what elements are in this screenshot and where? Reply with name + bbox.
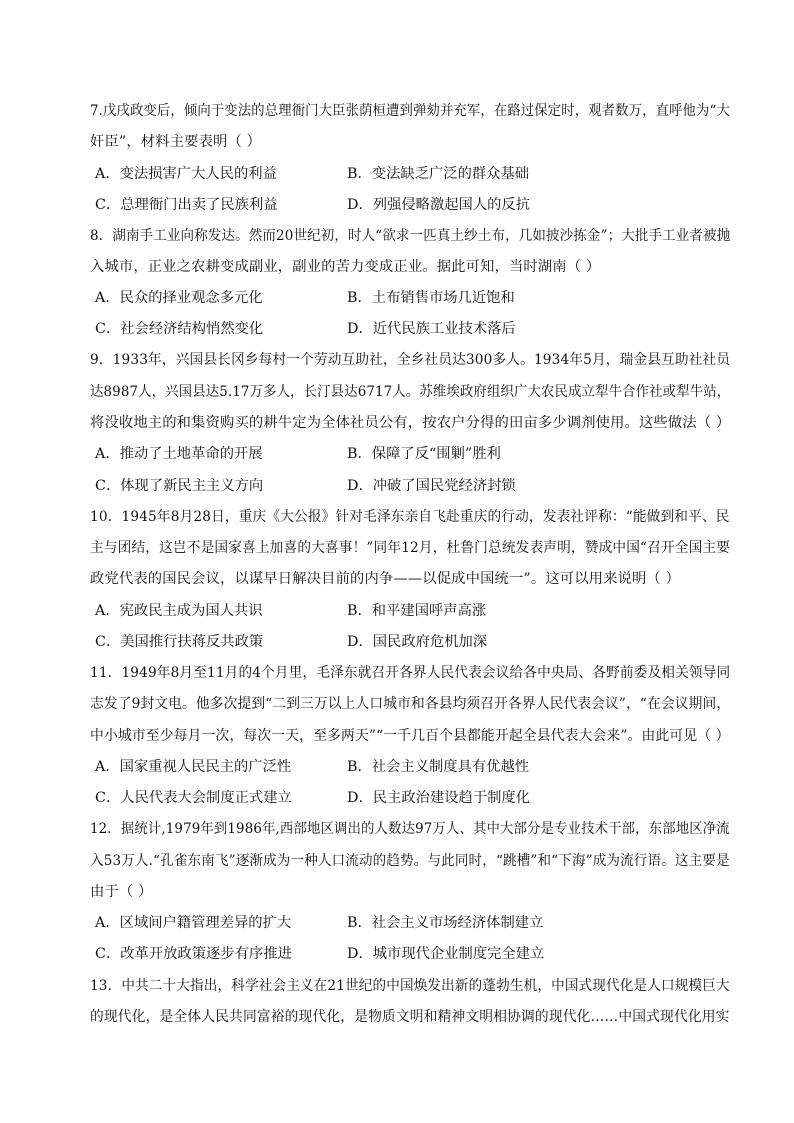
question-7-option-b: B．变法缺乏广泛的群众基础	[347, 166, 530, 182]
question-12-option-a: A．区域间户籍管理差异的扩大	[95, 915, 292, 931]
question-8-line-2: 入城市，正业之农耕变成副业，副业的苦力变成正业。据此可知，当时湖南（ ）	[90, 259, 601, 275]
question-7-option-d: D．列强侵略激起国人的反抗	[347, 197, 531, 213]
question-9-option-d: D．冲破了国民党经济封锁	[347, 478, 516, 494]
question-10-option-b: B．和平建国呼声高涨	[347, 603, 487, 619]
question-12-option-c: C．改革开放政策逐步有序推进	[95, 946, 292, 962]
question-9-line-2: 达8987人，兴国县达5.17万多人，长汀县达6717人。苏维埃政府组织广大农民成立犁牛合作社或犁牛站，	[90, 384, 731, 400]
question-9-line-3: 将没收地主的和集资购买的耕牛定为全体社员公有，按农户分得的田亩多少调剂使用。这些做法（ ）	[90, 415, 731, 431]
question-12-line-1: 12．据统计,1979年到1986年,西部地区调出的人数达97万人、其中大部分是专业技术干部，东部地区净流	[90, 821, 730, 837]
question-9-line-1: 9．1933年，兴国县长冈乡每村一个劳动互助社，全乡社员达300多人。1934年5月，瑞金县互助社社员	[90, 352, 731, 368]
question-8-line-1: 8．湖南手工业向称发达。然而20世纪初，时人“欲求一匹真土纱土布，几如披沙拣金”；大批手工业者被抛	[90, 228, 731, 244]
question-9-option-c: C．体现了新民主主义方向	[95, 478, 264, 494]
question-11-line-2: 志发了9封文电。他多次提到“二到三万以上人口城市和各县均须召开各界人民代表会议”，“在会议期间，	[90, 696, 731, 712]
question-11-option-a: A．国家重视人民民主的广泛性	[95, 759, 292, 775]
question-9-option-b: B．保障了反“围剿”胜利	[347, 446, 501, 462]
question-10-option-c: C．美国推行扶蒋反共政策	[95, 634, 264, 650]
question-8-option-c: C．社会经济结构悄然变化	[95, 321, 264, 337]
question-8-option-a: A．民众的择业观念多元化	[95, 290, 263, 306]
question-7-line-2: 奸臣”，材料主要表明（ ）	[90, 134, 262, 150]
question-8-option-b: B．土布销售市场几近饱和	[347, 290, 515, 306]
question-8-option-d: D．近代民族工业技术落后	[347, 321, 516, 337]
question-11-line-3: 中小城市至少每月一次，每次一天，至多两天”“一千几百个县都能开起全县代表大会来”。由此可见（ ）	[90, 728, 730, 744]
question-11-option-c: C．人民代表大会制度正式建立	[95, 790, 292, 806]
question-13-line-2: 的现代化，是全体人民共同富裕的现代化，是物质文明和精神文明相协调的现代化……中国式现代化用实	[90, 1009, 730, 1025]
question-12-line-3: 由于（ ）	[90, 884, 153, 900]
question-10-line-3: 政党代表的国民会议，以谋早日解决目前的内争——以促成中国统一”。这可以用来说明（ ）	[90, 571, 681, 587]
question-10-option-a: A．宪政民主成为国人共识	[95, 603, 263, 619]
question-7-line-1: 7.戊戌政变后，倾向于变法的总理衙门大臣张荫桓遭到弹劾并充军，在路过保定时，观者数万，直呼他为“大	[90, 103, 730, 119]
question-11-option-d: D．民主政治建设趋于制度化	[347, 790, 531, 806]
question-7-option-c: C．总理衙门出卖了民族利益	[95, 197, 278, 213]
question-12-line-2: 入53万人.“孔雀东南飞”逐渐成为一种人口流动的趋势。与此同时，“跳槽”和“下海”成为流行语。这主要是	[90, 853, 730, 869]
question-9-option-a: A．推动了土地革命的开展	[95, 446, 263, 462]
question-7-option-a: A．变法损害广大人民的利益	[95, 166, 277, 182]
question-13-line-1: 13．中共二十大指出，科学社会主义在21世纪的中国焕发出新的蓬勃生机，中国式现代化是人口规模巨大	[90, 978, 730, 994]
question-12-option-b: B．社会主义市场经济体制建立	[347, 915, 544, 931]
question-12-option-d: D．城市现代企业制度完全建立	[347, 946, 545, 962]
question-11-line-1: 11．1949年8月至11月的4个月里，毛泽东就召开各界人民代表会议给各中央局、各野前委及相关领导同	[90, 665, 731, 681]
question-10-line-1: 10．1945年8月28日，重庆《大公报》针对毛泽东亲自飞赴重庆的行动，发表社评称：“能做到和平、民	[90, 509, 730, 525]
question-10-line-2: 主与团结，这岂不是国家喜上加喜的大喜事！”同年12月，杜鲁门总统发表声明，赞成中国“召开全国主要	[90, 540, 731, 556]
question-10-option-d: D．国民政府危机加深	[347, 634, 488, 650]
question-11-option-b: B．社会主义制度具有优越性	[347, 759, 530, 775]
